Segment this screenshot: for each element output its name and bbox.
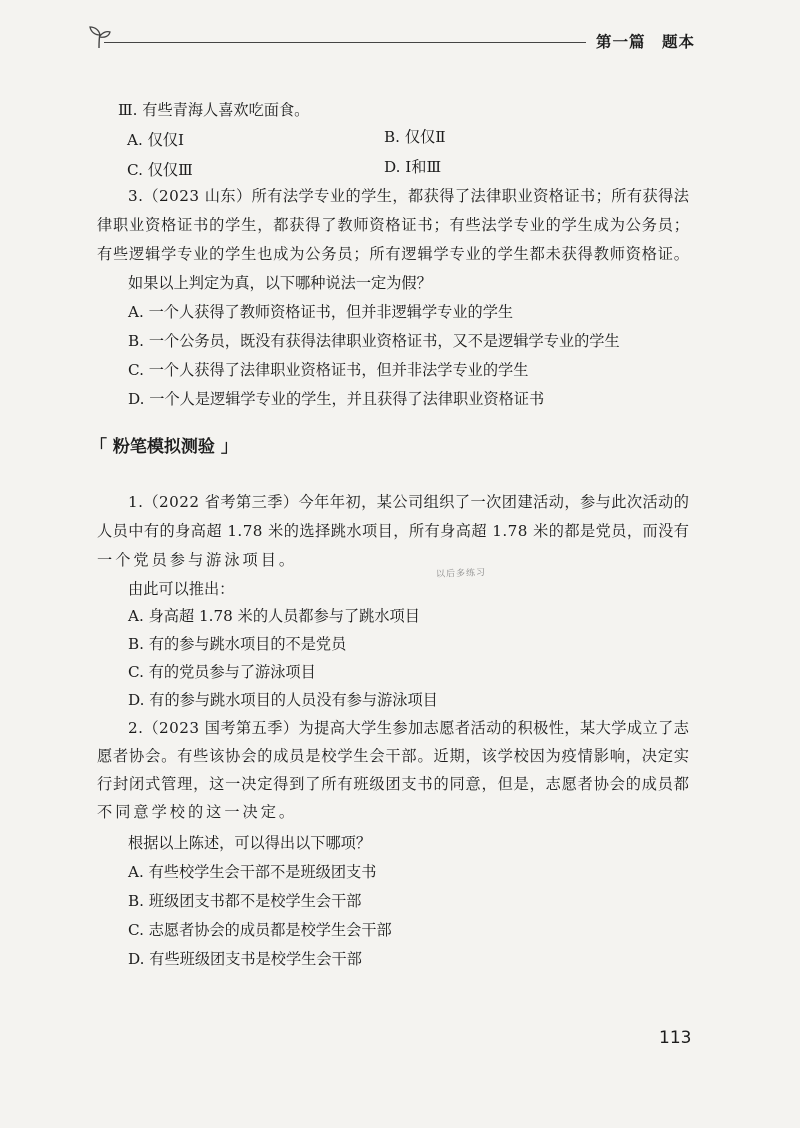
option-c: C. 仅仅Ⅲ bbox=[127, 161, 193, 179]
m2-line-4: 不同意学校的这一决定。 bbox=[97, 803, 298, 821]
q3-line-1: 3.（2023 山东）所有法学专业的学生，都获得了法律职业资格证书；所有获得法 bbox=[128, 187, 690, 205]
m1-prompt: 由此可以推出： bbox=[128, 580, 235, 598]
m2-prompt: 根据以上陈述，可以得出以下哪项？ bbox=[128, 834, 371, 852]
q3-prompt: 如果以上判定为真，以下哪种说法一定为假？ bbox=[128, 274, 432, 292]
sprout-icon bbox=[86, 24, 112, 50]
header-title: 第一篇 题本 bbox=[596, 33, 696, 51]
m1-line-2: 人员中有的身高超 1.78 米的选择跳水项目，所有身高超 1.78 米的都是党员，而没有 bbox=[97, 522, 690, 540]
m1-option-c: C. 有的党员参与了游泳项目 bbox=[128, 663, 316, 681]
m2-option-b: B. 班级团支书都不是校学生会干部 bbox=[128, 892, 362, 910]
q3-option-b: B. 一个公务员，既没有获得法律职业资格证书，又不是逻辑学专业的学生 bbox=[128, 332, 620, 350]
option-d: D. Ⅰ和Ⅲ bbox=[384, 158, 442, 176]
m1-option-a: A. 身高超 1.78 米的人员都参与了跳水项目 bbox=[128, 607, 420, 625]
q3-option-a: A. 一个人获得了教师资格证书，但并非逻辑学专业的学生 bbox=[128, 303, 514, 321]
q3-line-3: 有些逻辑学专业的学生也成为公务员；所有逻辑学专业的学生都未获得教师资格证。 bbox=[97, 245, 690, 263]
m1-option-b: B. 有的参与跳水项目的不是党员 bbox=[128, 635, 347, 653]
m1-line-1: 1.（2022 省考第三季）今年年初，某公司组织了一次团建活动，参与此次活动的 bbox=[128, 493, 690, 511]
m2-line-2: 愿者协会。有些该协会的成员是校学生会干部。近期，该学校因为疫情影响，决定实 bbox=[97, 747, 690, 765]
m1-option-d: D. 有的参与跳水项目的人员没有参与游泳项目 bbox=[128, 691, 438, 709]
m2-line-1: 2.（2023 国考第五季）为提高大学生参加志愿者活动的积极性，某大学成立了志 bbox=[128, 719, 690, 737]
header-rule bbox=[104, 42, 586, 43]
m1-line-3: 一个党员参与游泳项目。 bbox=[97, 551, 298, 569]
option-a: A. 仅仅Ⅰ bbox=[127, 131, 184, 149]
m2-option-d: D. 有些班级团支书是校学生会干部 bbox=[128, 950, 362, 968]
m2-line-3: 行封闭式管理，这一决定得到了所有班级团支书的同意，但是，志愿者协会的成员都 bbox=[97, 775, 690, 793]
m2-option-a: A. 有些校学生会干部不是班级团支书 bbox=[128, 863, 377, 881]
option-b: B. 仅仅Ⅱ bbox=[384, 128, 446, 146]
m2-option-c: C. 志愿者协会的成员都是校学生会干部 bbox=[128, 921, 392, 939]
statement-iii: Ⅲ. 有些青海人喜欢吃面食。 bbox=[118, 101, 310, 119]
section-heading: 「 粉笔模拟测验 」 bbox=[90, 437, 238, 457]
q3-option-d: D. 一个人是逻辑学专业的学生，并且获得了法律职业资格证书 bbox=[128, 390, 545, 408]
q3-option-c: C. 一个人获得了法律职业资格证书，但并非法学专业的学生 bbox=[128, 361, 529, 379]
q3-line-2: 律职业资格证书的学生，都获得了教师资格证书；有些法学专业的学生成为公务员； bbox=[97, 216, 690, 234]
handwritten-note: 以后多练习 bbox=[435, 568, 487, 580]
page-number: 113 bbox=[659, 1028, 692, 1048]
